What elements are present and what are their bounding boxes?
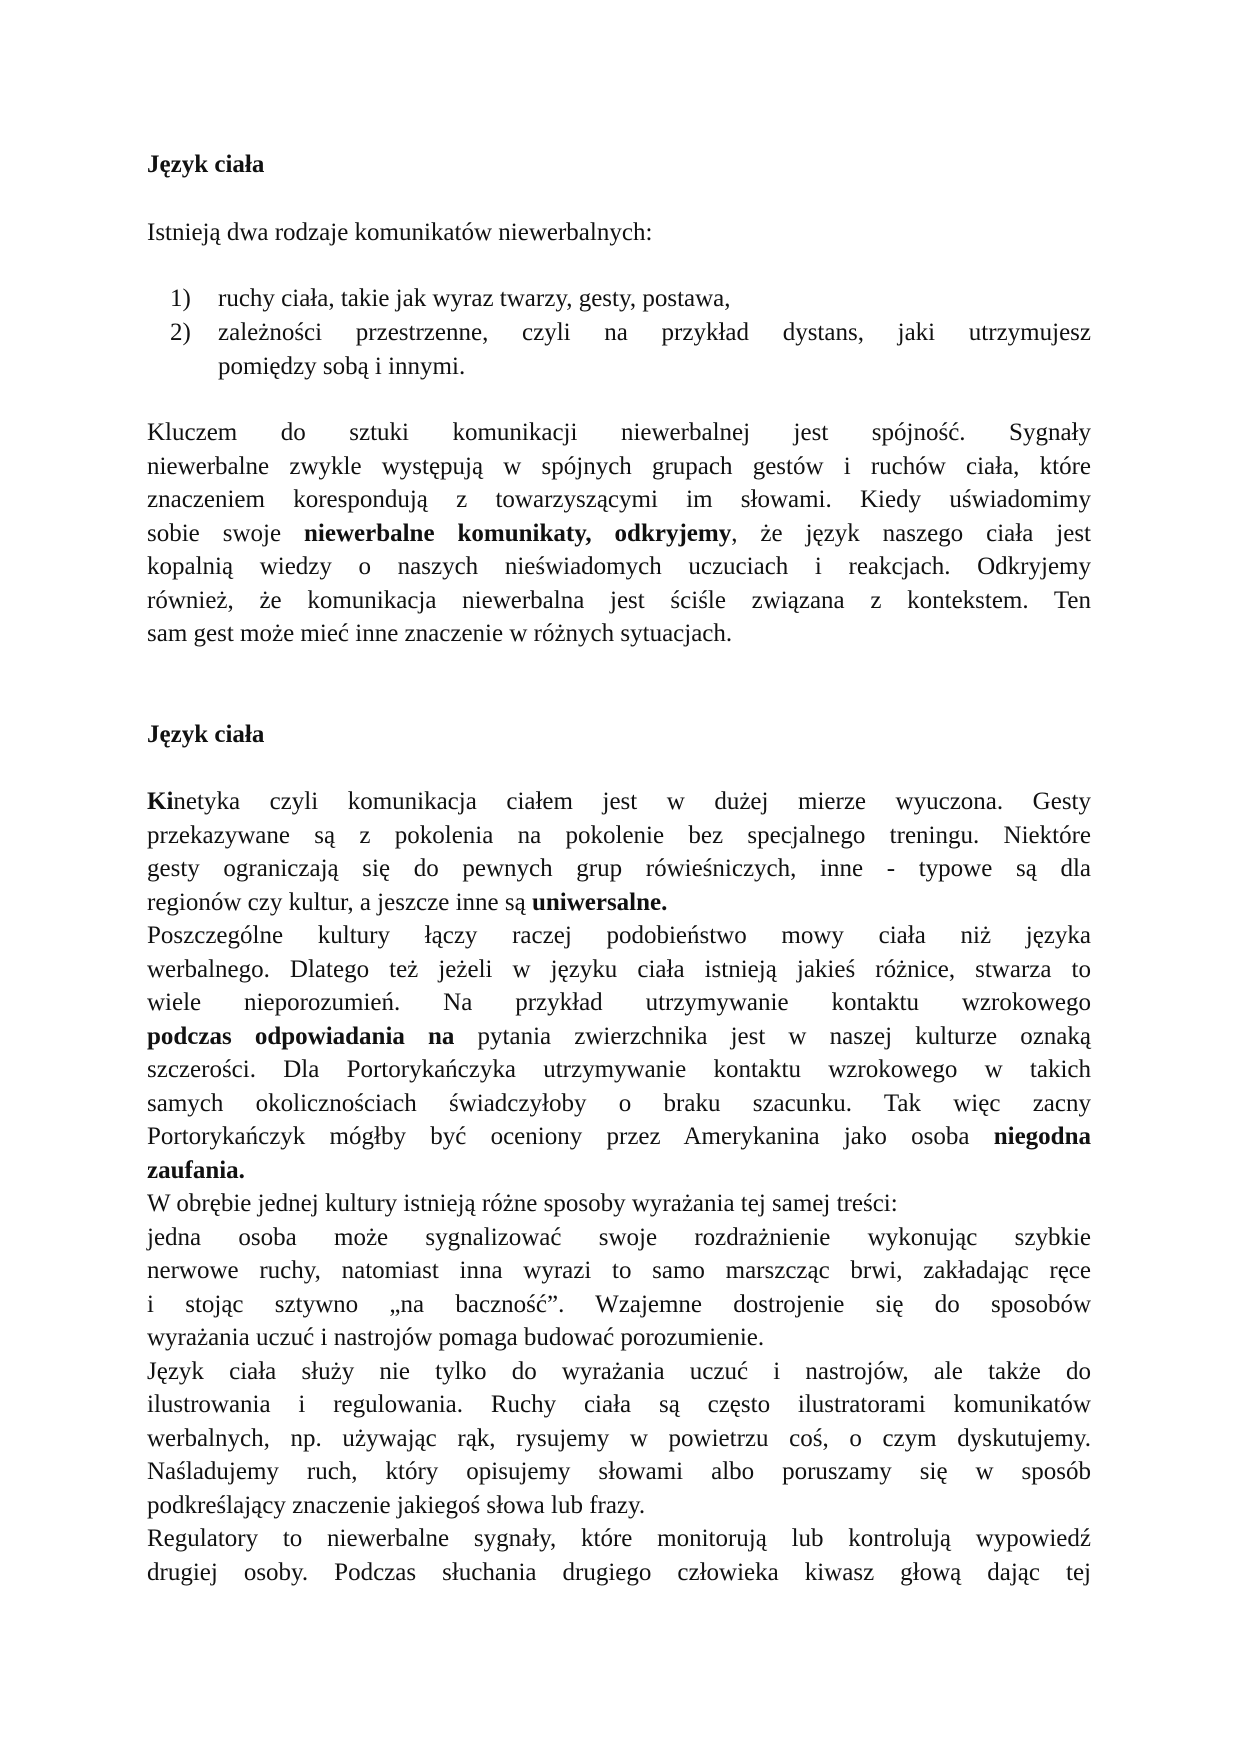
- text-run: zależności przestrzenne, czyli na przykład dystans, jaki utrzymujesz: [218, 319, 1091, 346]
- text-run: Naśladujemy ruch, który opisujemy słowami albo poruszamy się w sposób: [147, 1458, 1091, 1485]
- text-run: Poszczególne kultury łączy raczej podobieństwo mowy ciała niż języka: [147, 922, 1091, 949]
- text-line: [147, 483, 1091, 517]
- text-run: Istnieją dwa rodzaje komunikatów niewerbalnych:: [147, 219, 653, 246]
- text-run: niewerbalne zwykle występują w spójnych grupach gestów i ruchów ciała, które: [147, 452, 1091, 480]
- text-line: [147, 1221, 1091, 1255]
- text-line: [147, 1020, 1091, 1054]
- text-line: [147, 1455, 1091, 1489]
- paragraph-2: [147, 785, 1091, 1589]
- text-run: regionów czy kultur, a jeszcze inne są: [147, 888, 532, 916]
- text-line: [147, 1087, 1091, 1121]
- text-line: [147, 919, 1091, 953]
- text-line: [147, 216, 1091, 250]
- text-run: nerwowe ruchy, natomiast inna wyrazi to samo marszcząc brwi, zakładając ręce: [147, 1257, 1091, 1284]
- text-line: [147, 517, 1091, 551]
- text-run: Język ciała służy nie tylko do wyrażania uczuć i nastrojów, ale także do: [147, 1357, 1091, 1385]
- text-run: Portorykańczyk mógłby być oceniony przez Amerykanina jako osoba: [147, 1123, 994, 1150]
- text-line: [147, 1522, 1091, 1556]
- text-line: [147, 617, 1091, 651]
- text-line: [147, 1120, 1091, 1154]
- text-line: [147, 886, 1091, 920]
- text-run: Regulatory to niewerbalne sygnały, które monitorują lub kontrolują wypowiedź: [147, 1525, 1091, 1552]
- list-item-text: [218, 282, 1091, 316]
- text-run: W obrębie jednej kultury istnieją różne sposoby wyrażania tej samej treści:: [147, 1190, 898, 1217]
- text-line: [147, 1053, 1091, 1087]
- text-run: sam gest może mieć inne znaczenie w różnych sytuacjach.: [147, 620, 733, 647]
- text-run: sobie swoje: [147, 519, 305, 547]
- text-line: [147, 1187, 1091, 1221]
- text-run: pytania zwierzchnika jest w naszej kulturze oznaką: [454, 1022, 1091, 1050]
- text-line: [147, 1288, 1091, 1322]
- text-line: [147, 1556, 1091, 1590]
- text-line: [147, 819, 1091, 853]
- text-run: samych okolicznościach świadczyłoby o braku szacunku. Tak więc zacny: [147, 1089, 1091, 1117]
- text-run: wyrażania uczuć i nastrojów pomaga budować porozumienie.: [147, 1324, 765, 1351]
- bold-text: niewerbalne komunikaty, odkryjemy: [304, 519, 732, 547]
- text-run: ilustrowania i regulowania. Ruchy ciała są często ilustratorami komunikatów: [147, 1391, 1091, 1418]
- text-run: gesty ograniczają się do pewnych grup rówieśniczych, inne - typowe są dla: [147, 855, 1091, 882]
- text-line: [147, 785, 1091, 819]
- text-line: [218, 316, 1091, 350]
- intro-paragraph: [147, 216, 1091, 250]
- text-line: [147, 1422, 1091, 1456]
- list-number: 1): [170, 285, 191, 312]
- text-line: [147, 416, 1091, 450]
- list-number: 2): [170, 319, 191, 346]
- bold-text: Ki: [147, 788, 174, 815]
- bold-text: zaufania.: [147, 1156, 245, 1184]
- text-run: , że język naszego ciała jest: [731, 519, 1091, 547]
- text-run: drugiej osoby. Podczas słuchania drugiego człowieka kiwasz głową dając tej: [147, 1558, 1091, 1586]
- text-run: również, że komunikacja niewerbalna jest ściśle związana z kontekstem. Ten: [147, 586, 1091, 614]
- text-run: szczerości. Dla Portorykańczyka utrzymywanie kontaktu wzrokowego w takich: [147, 1056, 1091, 1083]
- list-item-text: [218, 316, 1091, 383]
- text-run: znaczeniem korespondują z towarzyszącymi im słowami. Kiedy uświadomimy: [147, 486, 1091, 513]
- text-line: [147, 1388, 1091, 1422]
- text-run: wiele nieporozumień. Na przykład utrzymywanie kontaktu wzrokowego: [147, 989, 1091, 1016]
- bold-text: niegodna: [993, 1123, 1091, 1150]
- text-run: werbalnych, np. używając rąk, rysujemy w powietrzu coś, o czym dyskutujemy.: [147, 1424, 1091, 1452]
- paragraph-1: [147, 416, 1091, 651]
- text-line: [147, 450, 1091, 484]
- text-line: [147, 1489, 1091, 1523]
- text-line: [147, 986, 1091, 1020]
- text-line: [147, 550, 1091, 584]
- text-line: [147, 953, 1091, 987]
- heading-2: Język ciała: [147, 721, 265, 748]
- text-run: jedna osoba może sygnalizować swoje rozdrażnienie wykonując szybkie: [147, 1223, 1091, 1251]
- bold-text: uniwersalne.: [531, 888, 668, 916]
- text-line: [147, 1321, 1091, 1355]
- text-run: ruchy ciała, takie jak wyraz twarzy, gesty, postawa,: [218, 285, 731, 312]
- text-line: [147, 1154, 1091, 1188]
- text-line: [147, 584, 1091, 618]
- heading-1: Język ciała: [147, 151, 265, 178]
- text-run: podkreślający znaczenie jakiegoś słowa lub frazy.: [147, 1491, 646, 1519]
- text-run: Kluczem do sztuki komunikacji niewerbalnej jest spójność. Sygnały: [147, 419, 1091, 446]
- text-line: [218, 282, 1091, 316]
- bold-text: podczas odpowiadania na: [147, 1022, 455, 1050]
- text-line: [147, 1355, 1091, 1389]
- text-line: [147, 852, 1091, 886]
- text-run: przekazywane są z pokolenia na pokolenie bez specjalnego treningu. Niektóre: [147, 821, 1091, 849]
- text-run: i stojąc sztywno „na baczność”. Wzajemne dostrojenie się do sposobów: [147, 1290, 1091, 1318]
- text-line: [218, 350, 1091, 384]
- text-run: pomiędzy sobą i innymi.: [218, 352, 466, 380]
- text-run: netyka czyli komunikacja ciałem jest w dużej mierze wyuczona. Gesty: [173, 788, 1091, 815]
- text-run: kopalnią wiedzy o naszych nieświadomych uczuciach i reakcjach. Odkryjemy: [147, 553, 1091, 580]
- text-line: [147, 1254, 1091, 1288]
- text-run: werbalnego. Dlatego też jeżeli w języku ciała istnieją jakieś różnice, stwarza to: [147, 955, 1091, 983]
